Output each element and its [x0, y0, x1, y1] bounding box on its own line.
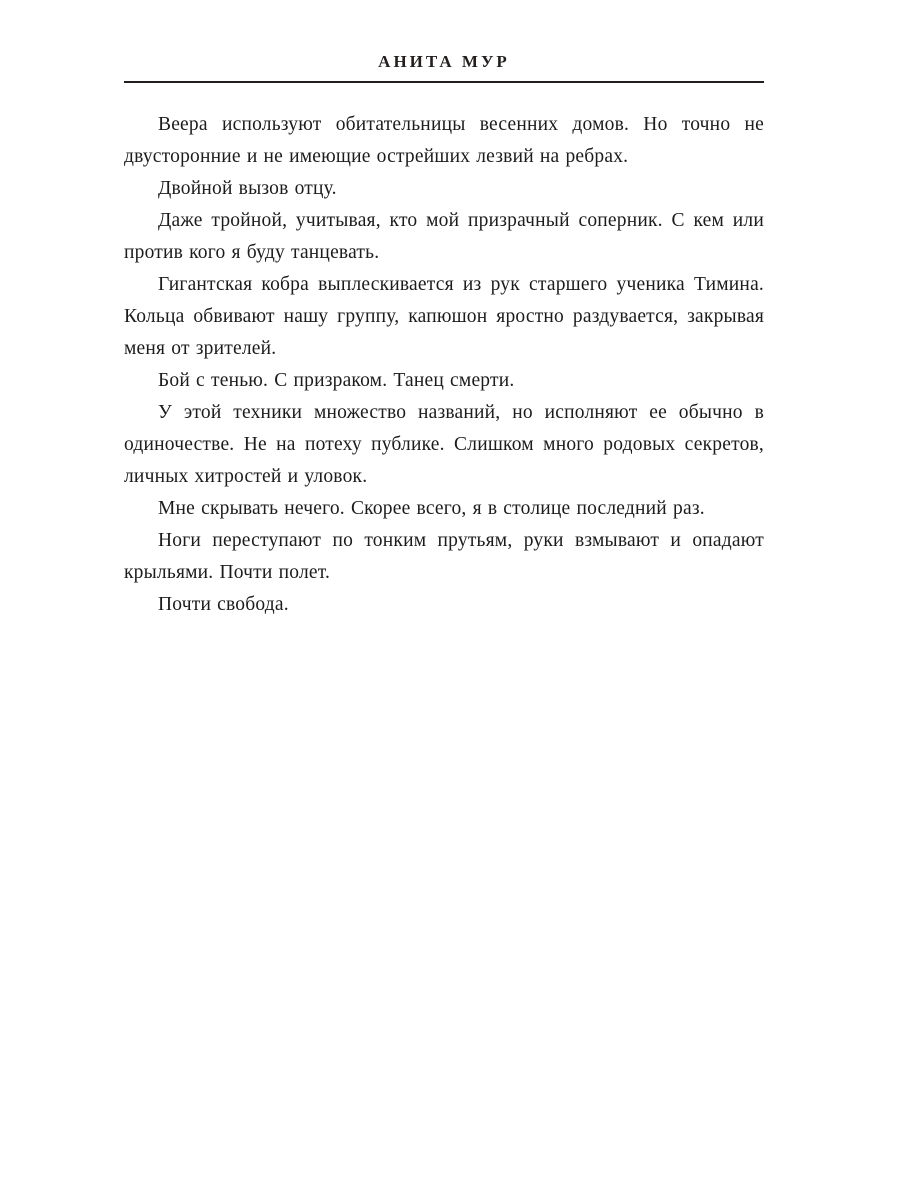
paragraph: Двойной вызов отцу. — [158, 178, 337, 199]
header-rule — [124, 81, 764, 83]
paragraph: Даже тройной, учитывая, кто мой призрачный соперник. С кем или против кого я буду танцевать. — [124, 210, 764, 263]
paragraph: Ноги переступают по тонким прутьям, руки взмывают и опадают крыльями. Почти полет. — [124, 530, 764, 583]
paragraph: Гигантская кобра выплескивается из рук старшего ученика Тимина. Кольца обвивают нашу группу, капюшон яростно раздувается, закрывая меня от зрителей. — [124, 274, 764, 359]
paragraph: Веера используют обитательницы весенних домов. Но точно не двусторонние и не имеющие острейших лезвий на ребрах. — [124, 114, 764, 167]
running-head-author: АНИТА МУР — [378, 52, 510, 71]
paragraph: Бой с тенью. С призраком. Танец смерти. — [158, 370, 515, 391]
paragraph: Мне скрывать нечего. Скорее всего, я в столице последний раз. — [158, 498, 705, 519]
body-text — [124, 109, 764, 621]
paragraph: Почти свобода. — [158, 594, 289, 615]
paragraph: У этой техники множество названий, но исполняют ее обычно в одиночестве. Не на потеху публике. Слишком много родовых секретов, личных хитростей и уловок. — [124, 402, 764, 487]
text-column — [124, 52, 764, 621]
